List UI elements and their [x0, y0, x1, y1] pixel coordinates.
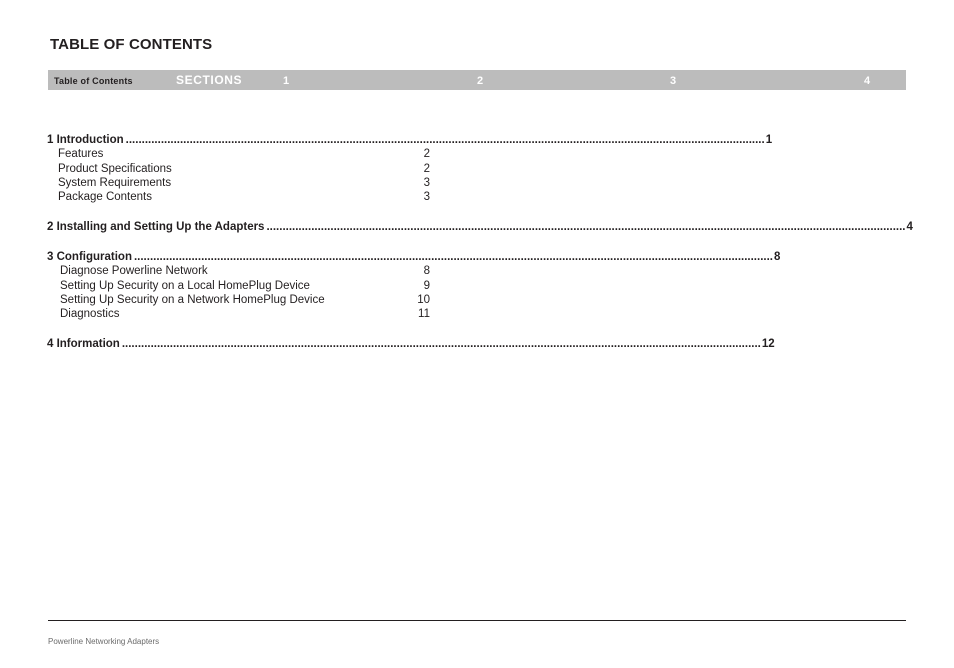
toc-entry-product-specifications[interactable]: Product Specifications 2 — [58, 162, 430, 175]
toc-entry-security-network-homeplug[interactable]: Setting Up Security on a Network HomePlug Device 10 — [60, 293, 430, 306]
nav-section-3[interactable]: 3 — [670, 75, 677, 87]
toc-entry-security-local-homeplug[interactable]: Setting Up Security on a Local HomePlug Device 9 — [60, 279, 430, 292]
dot-leader: ........................................................................................................................................................................................................ — [121, 338, 761, 351]
toc-entry-system-requirements[interactable]: System Requirements 3 — [58, 176, 430, 189]
nav-sections-label: SECTIONS — [176, 73, 243, 87]
toc-entry-diagnostics[interactable]: Diagnostics 11 — [60, 308, 430, 321]
toc-entry-configuration[interactable]: 3 Configuration ........................................................................................................................................................................................................ 8 — [47, 250, 781, 263]
dot-leader: ........................................................................................................................................................................................................ — [133, 250, 773, 263]
toc-entry-installing-setting-up[interactable]: 2 Installing and Setting Up the Adapters ........................................................................................................................................................................................................ 4 — [47, 221, 913, 234]
section-nav-bar — [48, 70, 906, 90]
nav-tab-table-of-contents[interactable]: Table of Contents — [54, 76, 133, 86]
dot-leader: ........................................................................................................................................................................................................ — [125, 134, 765, 146]
nav-section-2[interactable]: 2 — [477, 75, 484, 87]
toc-entry-diagnose-powerline-network[interactable]: Diagnose Powerline Network 8 — [60, 265, 430, 278]
footer-product-name: Powerline Networking Adapters — [48, 637, 160, 646]
nav-section-1[interactable]: 1 — [283, 75, 290, 87]
toc-entry-package-contents[interactable]: Package Contents 3 — [58, 191, 430, 204]
page-title: TABLE OF CONTENTS — [50, 36, 213, 53]
toc-list — [47, 133, 913, 351]
nav-section-4[interactable]: 4 — [864, 75, 871, 87]
toc-entry-information[interactable]: 4 Information ........................................................................................................................................................................................................ 12 — [47, 338, 775, 351]
toc-entry-features[interactable]: Features 2 — [58, 148, 430, 161]
dot-leader: ........................................................................................................................................................................................................ — [266, 221, 906, 234]
footer-divider — [48, 620, 906, 621]
toc-entry-introduction[interactable]: 1 Introduction ........................................................................................................................................................................................................ 1 — [47, 134, 773, 146]
